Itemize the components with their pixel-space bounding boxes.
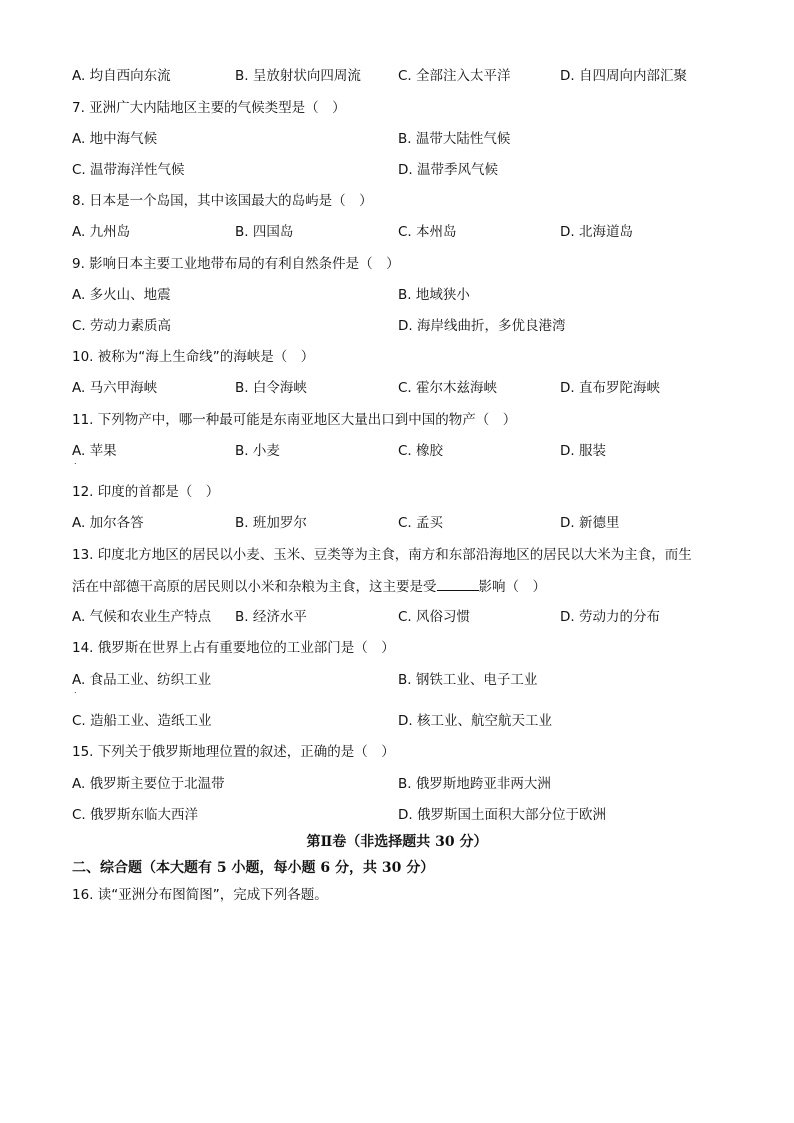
q6-option-b: B. 呈放射状向四周流 (235, 68, 361, 84)
q14-option-a: A. 食品工业、纺织工业 (72, 672, 212, 688)
q10-option-a: A. 马六甲海峡 (72, 380, 158, 396)
q14-option-b: B. 钢铁工业、电子工业 (398, 672, 538, 688)
q13-answer-blank (437, 576, 479, 591)
q12-option-c: C. 孟买 (398, 515, 444, 531)
q6-option-d: D. 自四周向内部汇聚 (560, 68, 687, 84)
q14-option-d: D. 核工业、航空航天工业 (398, 713, 552, 729)
q11-stem: 11. 下列物产中，哪一种最可能是东南亚地区大量出口到中国的物产（ ） (72, 412, 517, 428)
q14-stem: 14. 俄罗斯在世界上占有重要地位的工业部门是（ ） (72, 640, 395, 656)
q14-option-c: C. 造船工业、造纸工业 (72, 713, 212, 729)
q14-dot-mark: . (74, 686, 77, 695)
q15-option-d: D. 俄罗斯国土面积大部分位于欧洲 (398, 807, 606, 823)
q13-stem-line2 (72, 576, 722, 597)
q8-option-a: A. 九州岛 (72, 224, 131, 240)
section-2-title: 第Ⅱ卷（非选择题共 30 分） (306, 834, 488, 850)
q11-option-a: A. 苹果 (72, 443, 117, 459)
q9-stem: 9. 影响日本主要工业地带布局的有利自然条件是（ ） (72, 256, 400, 272)
q8-option-b: B. 四国岛 (235, 224, 294, 240)
q7-option-a: A. 地中海气候 (72, 131, 158, 147)
q6-option-c: C. 全部注入太平洋 (398, 68, 511, 84)
q12-option-b: B. 班加罗尔 (235, 515, 307, 531)
part-2-heading: 二、综合题（本大题有 5 小题，每小题 6 分，共 30 分） (72, 860, 435, 876)
q10-option-d: D. 直布罗陀海峡 (560, 380, 660, 396)
q15-stem: 15. 下列关于俄罗斯地理位置的叙述，正确的是（ ） (72, 744, 395, 760)
q13-option-d: D. 劳动力的分布 (560, 609, 660, 625)
q12-option-d: D. 新德里 (560, 515, 620, 531)
q10-option-c: C. 霍尔木兹海峡 (398, 380, 498, 396)
q6-option-a: A. 均自西向东流 (72, 68, 171, 84)
q13-option-c: C. 风俗习惯 (398, 609, 471, 625)
q11-option-d: D. 服装 (560, 443, 606, 459)
q13-stem-line1: 13. 印度北方地区的居民以小麦、玉米、豆类等为主食，南方和东部沿海地区的居民以大米为主食，而生 (72, 547, 692, 563)
q8-option-c: C. 本州岛 (398, 224, 457, 240)
q15-option-b: B. 俄罗斯地跨亚非两大洲 (398, 776, 551, 792)
q11-dot-mark: . (74, 457, 77, 466)
q7-option-b: B. 温带大陆性气候 (398, 131, 511, 147)
q9-option-c: C. 劳动力素质高 (72, 318, 172, 334)
q7-stem: 7. 亚洲广大内陆地区主要的气候类型是（ ） (72, 100, 346, 116)
q13-stem-part-b: 影响（ ） (478, 579, 546, 595)
q11-option-b: B. 小麦 (235, 443, 280, 459)
q10-stem: 10. 被称为“海上生命线”的海峡是（ ） (72, 349, 315, 365)
q13-option-a: A. 气候和农业生产特点 (72, 609, 212, 625)
q8-option-d: D. 北海道岛 (560, 224, 633, 240)
q12-option-a: A. 加尔各答 (72, 515, 144, 531)
q8-stem: 8. 日本是一个岛国，其中该国最大的岛屿是（ ） (72, 193, 373, 209)
q15-option-a: A. 俄罗斯主要位于北温带 (72, 776, 225, 792)
q9-option-a: A. 多火山、地震 (72, 287, 171, 303)
q7-option-d: D. 温带季风气候 (398, 162, 498, 178)
q11-option-c: C. 橡胶 (398, 443, 444, 459)
q13-option-b: B. 经济水平 (235, 609, 307, 625)
q16-stem: 16. 读“亚洲分布图简图”，完成下列各题。 (72, 887, 328, 903)
q9-option-d: D. 海岸线曲折，多优良港湾 (398, 318, 566, 334)
q13-stem-part-a: 活在中部德干高原的居民则以小米和杂粮为主食，这主要是受 (72, 579, 437, 595)
q10-option-b: B. 白令海峡 (235, 380, 307, 396)
q12-stem: 12. 印度的首都是（ ） (72, 484, 220, 500)
q9-option-b: B. 地域狭小 (398, 287, 470, 303)
q15-option-c: C. 俄罗斯东临大西洋 (72, 807, 199, 823)
q7-option-c: C. 温带海洋性气候 (72, 162, 185, 178)
